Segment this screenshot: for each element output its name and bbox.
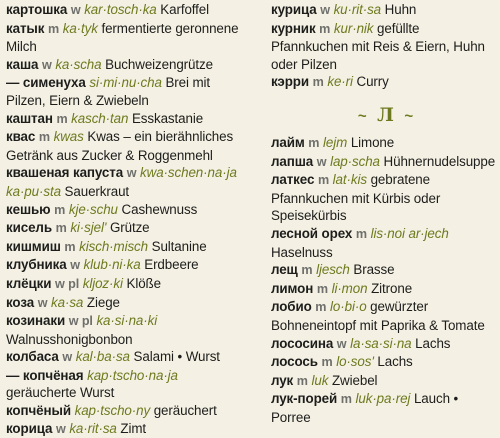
entry-headword: кешью bbox=[6, 201, 51, 217]
entry-translation: Brasse bbox=[353, 262, 395, 278]
entry bbox=[6, 367, 249, 402]
entry-gender: w bbox=[316, 154, 327, 169]
entry-headword: лук-порей bbox=[270, 391, 338, 407]
entry-translation: Karfoffel bbox=[160, 2, 210, 17]
entry-pronunciation: lo·bi·o bbox=[330, 299, 367, 315]
entry-gender: w bbox=[320, 3, 330, 17]
entry bbox=[271, 280, 500, 299]
entry-gender: m bbox=[355, 226, 367, 241]
entry-pronunciation: lat·kis bbox=[332, 172, 367, 188]
entry bbox=[6, 420, 249, 438]
entry-pronunciation: kasch·tan bbox=[71, 110, 129, 126]
entry-translation: Esskastanie bbox=[131, 110, 204, 126]
entry bbox=[271, 20, 500, 74]
entry-gender: m bbox=[319, 21, 331, 36]
entry-headword: корица bbox=[6, 420, 53, 436]
entry-pronunciation: luk·pa·rej bbox=[355, 391, 411, 407]
entry-gender: w bbox=[70, 258, 80, 273]
entry-pronunciation: kwa·schen·na·ja ka·pu·sta bbox=[6, 165, 237, 199]
entry-gender: w bbox=[55, 421, 66, 436]
entry-headword: лайм bbox=[270, 134, 305, 150]
entry-headword: козинаки bbox=[6, 313, 66, 329]
entry-gender: m bbox=[64, 239, 76, 254]
entry-gender: m bbox=[316, 281, 328, 296]
entry-translation: Limone bbox=[350, 134, 395, 150]
entry-translation: Huhn bbox=[384, 2, 417, 17]
tilde-ornament-left: ~ bbox=[357, 107, 367, 125]
entry-translation: fermentierte geronnene Milch bbox=[6, 20, 239, 55]
entry-gender: w bbox=[37, 295, 48, 310]
entry-gender: m bbox=[54, 202, 66, 217]
entry-gender: m bbox=[55, 221, 67, 236]
entry-headword: каша bbox=[6, 56, 39, 72]
entry bbox=[271, 1, 500, 20]
entry-headword: коза bbox=[6, 294, 35, 310]
entry-headword: — сименуха bbox=[6, 75, 86, 91]
entry-headword: колбаса bbox=[6, 349, 59, 365]
entry-translation: Buchweizengrütze bbox=[105, 56, 213, 72]
entry-headword: — копчёная bbox=[6, 367, 84, 383]
entry-headword: лимон bbox=[270, 280, 314, 296]
entry-headword: лук bbox=[270, 372, 294, 388]
entry bbox=[271, 171, 500, 225]
entry-translation: Lachs bbox=[415, 335, 451, 351]
entry bbox=[6, 256, 249, 275]
entry-gender: m bbox=[312, 75, 324, 90]
entry bbox=[6, 1, 249, 20]
entry-headword: лобио bbox=[270, 299, 312, 315]
entry-gender: m bbox=[296, 373, 308, 388]
entry bbox=[6, 201, 249, 220]
entry bbox=[271, 353, 500, 372]
entry-gender: w pl bbox=[68, 314, 93, 329]
entry-translation: Salami • Wurst bbox=[133, 349, 220, 365]
entry-headword: латкес bbox=[270, 172, 315, 188]
section-letter: Л bbox=[377, 103, 394, 126]
entry-pronunciation: ka·scha bbox=[55, 56, 102, 72]
entry-translation: Grütze bbox=[109, 220, 150, 236]
entry-pronunciation: luk bbox=[311, 372, 329, 388]
entry-pronunciation: kljoz·ki bbox=[82, 275, 123, 291]
entry-headword: кисель bbox=[6, 220, 52, 236]
entry-pronunciation: klub·ni·ka bbox=[83, 257, 141, 273]
entry-translation: Zitrone bbox=[371, 280, 413, 296]
entry-headword: лосось bbox=[270, 354, 318, 370]
entry-gender: m bbox=[315, 300, 327, 315]
entry bbox=[6, 238, 249, 257]
entry bbox=[271, 225, 500, 261]
entry-headword: клёцки bbox=[6, 275, 52, 291]
entry-translation: Lachs bbox=[377, 354, 413, 370]
entry bbox=[6, 110, 249, 129]
entry-gender: w bbox=[126, 166, 137, 181]
entry bbox=[271, 153, 500, 172]
entry bbox=[6, 348, 249, 367]
entry-pronunciation: kur·nik bbox=[333, 20, 374, 36]
entry-pronunciation: kap·tscho·na·ja bbox=[87, 367, 178, 383]
entry-gender: w bbox=[70, 3, 81, 17]
entry-gender: m bbox=[340, 392, 352, 407]
tilde-ornament-right: ~ bbox=[404, 107, 414, 125]
entry-headword: катык bbox=[6, 20, 45, 36]
entry bbox=[271, 73, 500, 92]
entry-headword: лапша bbox=[270, 153, 314, 169]
entry bbox=[271, 372, 500, 391]
entry-pronunciation: kar·tosch·ka bbox=[84, 2, 157, 17]
entry-gender: w bbox=[336, 336, 347, 351]
entry-pronunciation: si·mi·nu·cha bbox=[89, 75, 162, 91]
left-column bbox=[6, 1, 249, 435]
entry bbox=[6, 74, 249, 109]
entry-translation: Sultanine bbox=[151, 238, 207, 254]
entry-headword: клубника bbox=[6, 257, 67, 273]
entry bbox=[6, 275, 249, 294]
entry-headword: лесной орех bbox=[270, 225, 353, 241]
entry-translation: Haselnuss bbox=[270, 244, 333, 260]
entry-translation: Klöße bbox=[126, 275, 161, 291]
entry-headword: квашеная капуста bbox=[6, 165, 124, 181]
entry-gender: w bbox=[62, 350, 73, 365]
entry-translation: gefüllte Pfannkuchen mit Reis & Eiern, Huhn oder Pilzen bbox=[270, 20, 485, 72]
entry-translation: Erdbeere bbox=[144, 257, 199, 273]
entry bbox=[271, 261, 500, 280]
entry-pronunciation: ki·sjel' bbox=[70, 220, 107, 236]
entry-translation: gewürzter Bohneneintopf mit Paprika & Tomate bbox=[270, 299, 485, 333]
entry-pronunciation: ka·sa bbox=[51, 294, 84, 310]
entry-translation: Kwas – ein bierähnliches Getränk aus Zucker & Roggenmehl bbox=[6, 129, 234, 163]
entry-translation: geräuchert bbox=[153, 403, 217, 419]
entry bbox=[6, 294, 249, 313]
entry bbox=[271, 298, 500, 334]
entry-translation: Zwiebel bbox=[331, 372, 378, 388]
entry-pronunciation: lap·scha bbox=[330, 153, 380, 169]
entry-pronunciation: ke·ri bbox=[327, 74, 353, 90]
entry bbox=[6, 312, 249, 348]
entry-translation: Walnusshonigbonbon bbox=[6, 331, 133, 347]
entry-gender: w bbox=[41, 57, 52, 72]
entry-gender: w pl bbox=[55, 276, 80, 291]
entry-gender: m bbox=[321, 355, 333, 370]
entry-gender: m bbox=[47, 21, 60, 36]
entry-pronunciation: kwas bbox=[53, 129, 84, 145]
entry bbox=[6, 20, 249, 56]
entry bbox=[271, 390, 500, 426]
entry-translation: Sauerkraut bbox=[64, 183, 130, 199]
entry-headword: лещ bbox=[270, 262, 298, 278]
entry bbox=[271, 335, 500, 354]
entry-pronunciation: ka·tyk bbox=[62, 20, 98, 36]
entry-pronunciation: lejm bbox=[323, 134, 348, 150]
entry-pronunciation: kje·schu bbox=[68, 201, 118, 217]
entry-pronunciation: lis·noi ar·jech bbox=[370, 225, 449, 241]
entry-translation: gebratene Pfannkuchen mit Kürbis oder Speisekürbis bbox=[270, 172, 441, 224]
entry-pronunciation: kal·ba·sa bbox=[75, 349, 130, 365]
entry-headword: кэрри bbox=[270, 74, 309, 90]
entry-pronunciation: ljesch bbox=[316, 262, 350, 278]
entry-gender: m bbox=[56, 111, 68, 126]
entry-pronunciation: li·mon bbox=[331, 280, 368, 296]
entry bbox=[6, 56, 249, 75]
entry-translation: Cashewnuss bbox=[121, 201, 198, 217]
entry bbox=[271, 134, 500, 153]
entry-headword: кишмиш bbox=[6, 238, 61, 254]
entry-headword: картошка bbox=[6, 2, 68, 17]
entry-pronunciation: ku·rit·sa bbox=[333, 2, 382, 17]
entry-pronunciation: kisch·misch bbox=[79, 238, 148, 254]
entry-pronunciation: ka·si·na·ki bbox=[96, 313, 158, 329]
entry-headword: лососина bbox=[270, 335, 334, 351]
entry-translation: Ziege bbox=[86, 294, 120, 310]
entry-gender: m bbox=[308, 135, 320, 150]
entry-translation: geräucherte Wurst bbox=[6, 385, 115, 401]
section-letter-heading bbox=[271, 102, 500, 128]
entry-translation: Curry bbox=[356, 74, 389, 90]
entry bbox=[6, 219, 249, 238]
entry-pronunciation: lo·sos' bbox=[336, 354, 374, 370]
entry-pronunciation: ka·rit·sa bbox=[69, 420, 117, 436]
entry-headword: курица bbox=[270, 2, 317, 17]
entry bbox=[6, 402, 249, 420]
entry-headword: курник bbox=[270, 20, 316, 36]
entry-gender: m bbox=[38, 130, 50, 145]
entry bbox=[6, 128, 249, 164]
entry-headword: квас bbox=[6, 129, 36, 145]
entry-translation: Hühnernudelsuppe bbox=[383, 153, 496, 169]
entry-gender: m bbox=[301, 263, 313, 278]
entry-headword: каштан bbox=[6, 110, 53, 126]
entry bbox=[6, 164, 249, 200]
right-column bbox=[271, 1, 500, 435]
entry-pronunciation: kap·tscho·ny bbox=[74, 403, 151, 419]
entry-translation: Lauch • Porree bbox=[270, 391, 459, 425]
entry-translation: Zimt bbox=[120, 420, 147, 436]
entry-translation: Brei mit Pilzen, Eiern & Zwiebeln bbox=[6, 75, 211, 108]
entry-gender: m bbox=[317, 173, 330, 188]
entry-headword: копчёный bbox=[6, 403, 71, 419]
entry-pronunciation: la·sa·si·na bbox=[350, 335, 412, 351]
